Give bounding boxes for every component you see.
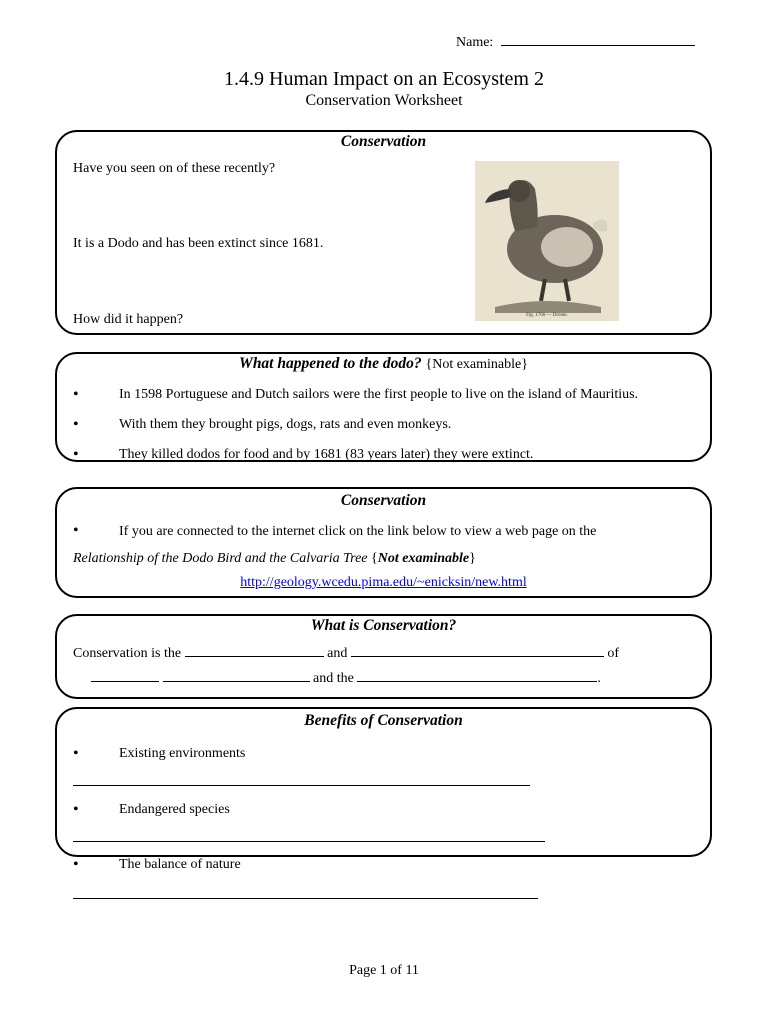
box-heading-text: What happened to the dodo? [239, 355, 422, 372]
answer-blank[interactable] [351, 655, 604, 657]
dodo-extinct-text: It is a Dodo and has been extinct since 1681. [73, 236, 324, 251]
seen-question: Have you seen on of these recently? [73, 161, 276, 176]
bullet-icon: • [73, 522, 79, 539]
box-heading: What is Conservation? [310, 617, 457, 634]
internet-instruction: If you are connected to the internet click on the link below to view a web page on the [119, 524, 597, 539]
name-field[interactable] [456, 35, 695, 51]
answer-blank[interactable] [357, 680, 597, 682]
definition-text: Conservation is the [73, 646, 182, 661]
benefit-item: Existing environments [119, 746, 246, 761]
bullet-icon: • [73, 801, 79, 818]
answer-blank[interactable] [91, 680, 159, 682]
conservation-link-box [55, 487, 712, 598]
list-item: They killed dodos for food and by 1681 (83 years later) they were extinct. [119, 447, 534, 462]
brace-open: { [371, 551, 378, 566]
benefit-item: The balance of nature [119, 857, 241, 872]
definition-text: and [327, 646, 348, 661]
conservation-intro-box [55, 130, 712, 335]
definition-line-2: and the . [91, 671, 601, 687]
what-is-conservation-box [55, 614, 712, 699]
benefit-item: Endangered species [119, 802, 230, 817]
page-number: Page 1 of 11 [349, 963, 419, 978]
answer-blank[interactable] [163, 680, 310, 682]
page-title: 1.4.9 Human Impact on an Ecosystem 2 [224, 68, 544, 90]
bullet-icon: • [73, 416, 79, 433]
dodo-illustration [475, 161, 619, 321]
relationship-title: Relationship of the Dodo Bird and the Calvaria Tree [73, 551, 368, 566]
bullet-icon: • [73, 856, 79, 873]
bullet-icon: • [73, 745, 79, 762]
how-question: How did it happen? [73, 312, 184, 327]
list-item: With them they brought pigs, dogs, rats and even monkeys. [119, 417, 452, 432]
benefits-box [55, 707, 712, 857]
bullet-icon: • [73, 446, 79, 463]
definition-text: and the [313, 671, 354, 686]
bullet-icon: • [73, 386, 79, 403]
definition-text: of [607, 646, 619, 661]
page-subtitle: Conservation Worksheet [305, 92, 463, 109]
not-examinable-note: Not examinable [377, 551, 470, 566]
illustration-caption: Fig. 1766 — Dronte. [526, 313, 568, 318]
box-heading: Benefits of Conservation [304, 712, 463, 729]
not-examinable-note: {Not examinable} [425, 357, 528, 372]
name-label: Name: [456, 35, 494, 50]
answer-blank[interactable] [185, 655, 324, 657]
relationship-line [73, 551, 476, 567]
web-link[interactable]: http://geology.wcedu.pima.edu/~enicksin/new.html [240, 575, 527, 590]
dodo-history-box [55, 352, 712, 462]
brace-close: } [469, 551, 476, 566]
answer-line[interactable] [73, 785, 530, 786]
answer-line[interactable] [73, 898, 538, 899]
list-item: In 1598 Portuguese and Dutch sailors were the first people to live on the island of Mauritius. [119, 387, 639, 402]
box-heading [57, 355, 710, 373]
name-blank[interactable] [501, 44, 695, 46]
definition-line-1 [73, 646, 619, 662]
answer-line[interactable] [73, 841, 545, 842]
box-heading: Conservation [340, 492, 427, 509]
box-heading: Conservation [340, 133, 427, 150]
